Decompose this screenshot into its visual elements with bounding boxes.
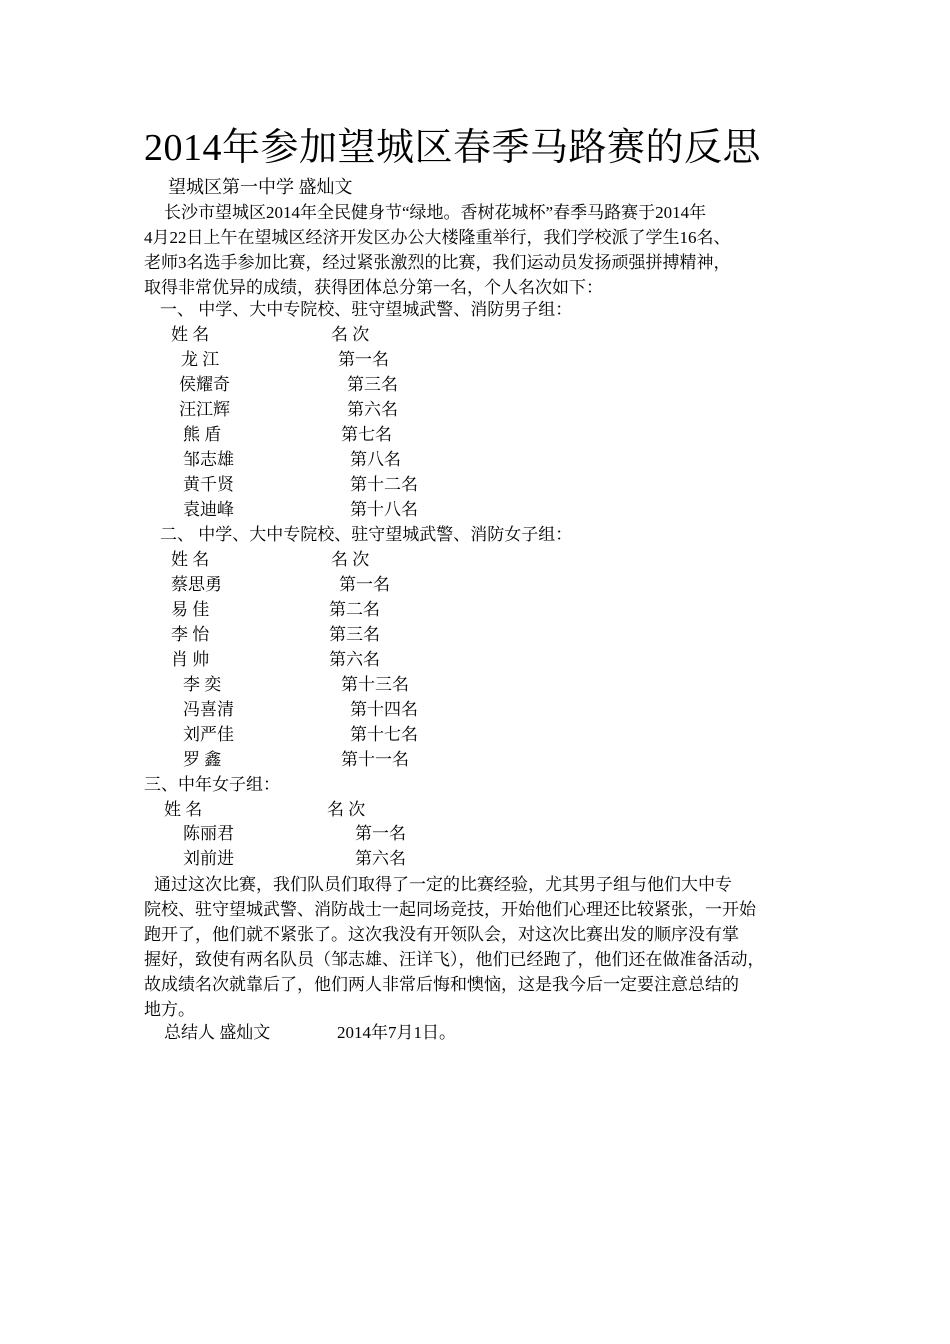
athlete-name: 肖 帅 xyxy=(171,650,210,669)
athlete-name: 罗 鑫 xyxy=(183,750,222,769)
group-heading-middle-aged: 三、中年女子组： xyxy=(144,775,280,794)
athlete-rank: 第七名 xyxy=(341,425,392,444)
athlete-name: 熊 盾 xyxy=(183,425,222,444)
intro-line: 4月22日上午在望城区经济开发区办公大楼隆重举行，我们学校派了学生16名、 xyxy=(144,228,731,247)
author-line: 望城区第一中学 盛灿文 xyxy=(168,177,353,197)
athlete-name: 李 奕 xyxy=(183,675,222,694)
athlete-rank: 第六名 xyxy=(329,650,380,669)
athlete-rank: 第八名 xyxy=(350,450,401,469)
athlete-rank: 第六名 xyxy=(355,849,406,868)
athlete-name: 陈丽君 xyxy=(183,824,234,843)
athlete-name: 汪江辉 xyxy=(179,400,230,419)
athlete-rank: 第十八名 xyxy=(350,500,418,519)
athlete-name: 黄千贤 xyxy=(183,475,234,494)
athlete-rank: 第六名 xyxy=(347,400,398,419)
column-header-name: 姓 名 xyxy=(171,325,210,344)
column-header-rank: 名 次 xyxy=(331,550,370,569)
reflection-line: 握好，致使有两名队员（邹志雄、汪详飞），他们已经跑了，他们还在做准备活动， xyxy=(144,950,765,969)
athlete-rank: 第三名 xyxy=(347,375,398,394)
athlete-name: 刘前进 xyxy=(183,849,234,868)
athlete-rank: 第二名 xyxy=(329,600,380,619)
column-header-rank: 名 次 xyxy=(327,800,366,819)
group-heading-women: 二、 中学、大中专院校、驻守望城武警、消防女子组： xyxy=(160,525,573,544)
column-header-rank: 名 次 xyxy=(331,325,370,344)
athlete-rank: 第一名 xyxy=(338,350,389,369)
column-header-name: 姓 名 xyxy=(164,800,203,819)
reflection-line: 院校、驻守望城武警、消防战士一起同场竞技，开始他们心理还比较紧张，一开始 xyxy=(144,900,756,919)
reflection-line: 跑开了，他们就不紧张了。这次我没有开领队会，对这次比赛出发的顺序没有掌 xyxy=(144,925,739,944)
athlete-rank: 第十二名 xyxy=(350,475,418,494)
athlete-name: 蔡思勇 xyxy=(171,575,222,594)
athlete-rank: 第十一名 xyxy=(341,750,409,769)
athlete-rank: 第十四名 xyxy=(350,700,418,719)
athlete-name: 袁迪峰 xyxy=(183,500,234,519)
athlete-rank: 第一名 xyxy=(355,824,406,843)
document-title: 2014年参加望城区春季马路赛的反思 xyxy=(144,127,762,169)
reflection-line: 地方。 xyxy=(144,1000,195,1019)
athlete-name: 侯耀奇 xyxy=(179,375,230,394)
intro-paragraph xyxy=(144,200,810,300)
athlete-name: 易 佳 xyxy=(171,600,210,619)
signature: 总结人 盛灿文 xyxy=(164,1023,271,1042)
athlete-name: 冯喜清 xyxy=(183,700,234,719)
signature-date: 2014年7月1日。 xyxy=(337,1023,456,1042)
athlete-name: 刘严佳 xyxy=(183,725,234,744)
intro-line: 取得非常优异的成绩，获得团体总分第一名，个人名次如下： xyxy=(144,278,603,297)
reflection-line: 故成绩名次就靠后了，他们两人非常后悔和懊恼，这是我今后一定要注意总结的 xyxy=(144,975,739,994)
column-header-name: 姓 名 xyxy=(171,550,210,569)
intro-line: 长沙市望城区2014年全民健身节“绿地。香树花城杯”春季马路赛于2014年 xyxy=(164,203,707,222)
athlete-name: 李 怡 xyxy=(171,625,210,644)
athlete-name: 龙 江 xyxy=(181,350,220,369)
group-heading-men: 一、 中学、大中专院校、驻守望城武警、消防男子组： xyxy=(160,300,573,319)
athlete-rank: 第十三名 xyxy=(341,675,409,694)
athlete-rank: 第三名 xyxy=(329,625,380,644)
intro-line: 老师3名选手参加比赛，经过紧张激烈的比赛，我们运动员发扬顽强拼搏精神， xyxy=(144,253,731,272)
athlete-rank: 第一名 xyxy=(339,575,390,594)
reflection-line: 通过这次比赛，我们队员们取得了一定的比赛经验，尤其男子组与他们大中专 xyxy=(154,875,732,894)
athlete-rank: 第十七名 xyxy=(350,725,418,744)
athlete-name: 邹志雄 xyxy=(183,450,234,469)
reflection-paragraph xyxy=(144,872,810,1022)
